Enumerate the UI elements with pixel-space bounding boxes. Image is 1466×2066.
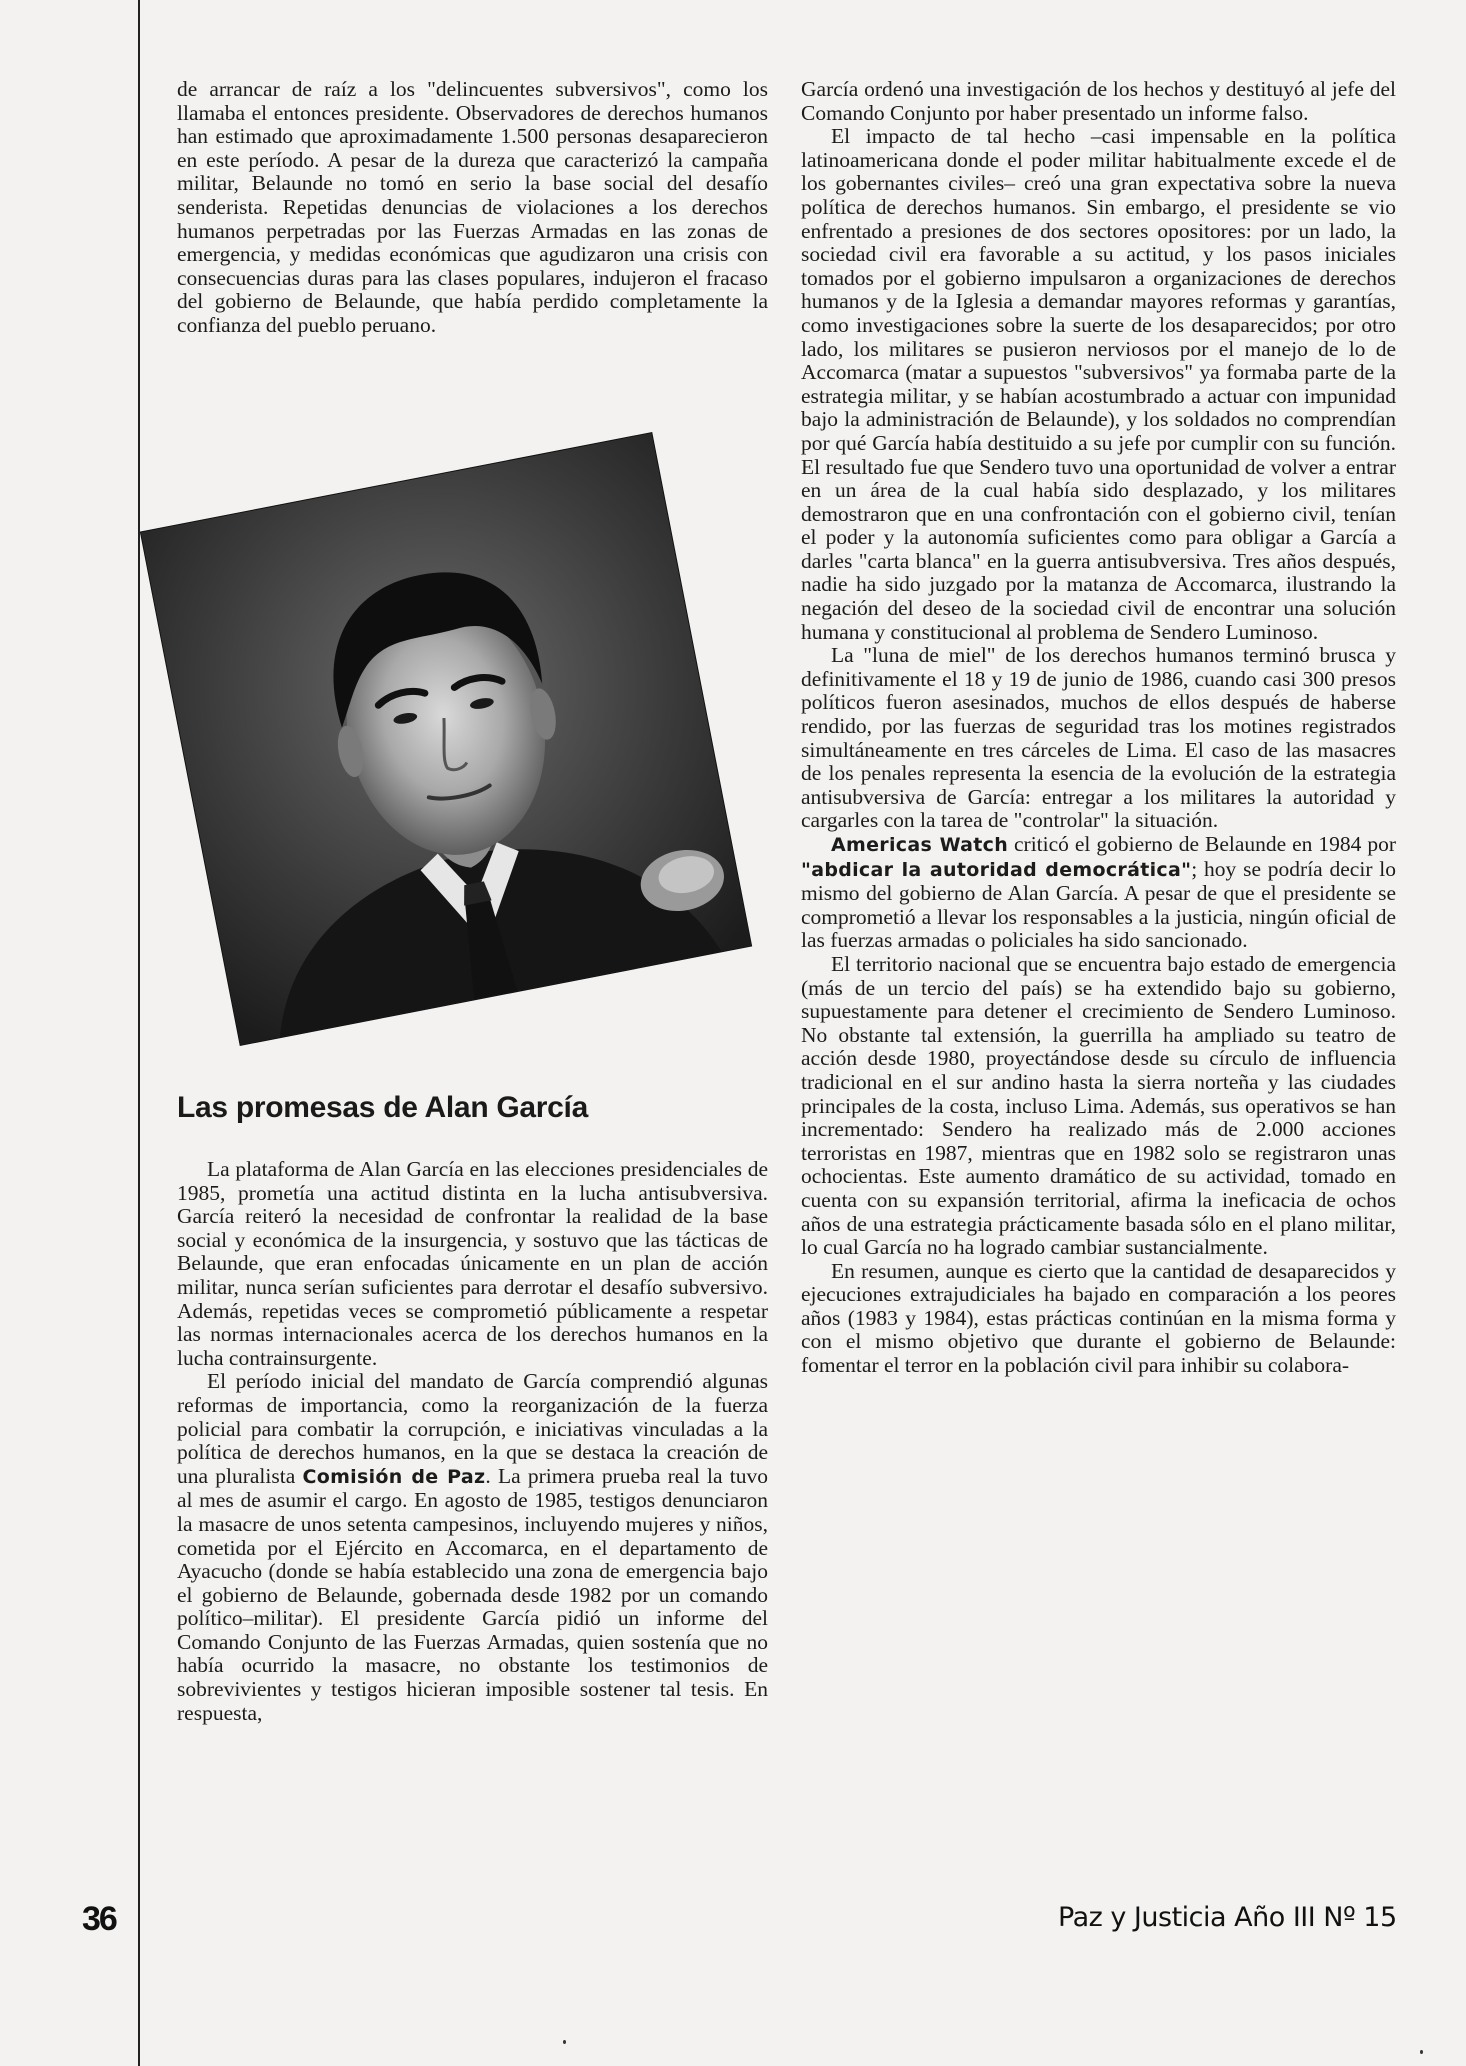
text-run: . La primera prueba real la tuvo al mes de asumir el cargo. En agosto de 1985, testigos denunciaron la masacre de unos setenta campesinos, incluyendo mujeres y niños, cometida por el Ejército en Accomarca, en el departamento de Ayacucho (donde se había establecido una zona de emergencia bajo el gobierno de Belaunde, gobernada desde 1982 por un comando político–militar). El presidente García pidió un informe del Comando Conjunto de las Fuerzas Armadas, quien sostenía que no había ocurrido la masacre, no obstante los testimonios de sobrevivientes y testigos hicieran imposible sostener tal tesis. En respuesta, <box>177 1463 768 1725</box>
emphasis-text: Americas Watch <box>831 834 1009 856</box>
page-margin-rule <box>138 0 140 2066</box>
paragraph: El territorio nacional que se encuentra bajo estado de emergencia (más de un tercio del país) se ha extendido bajo su gobierno, supuestamente para detener el crecimiento de Sendero Luminoso. No obstante tal extensión, la guerrilla ha ampliado su teatro de acción desde 1980, proyectándose desde su círculo de influencia tradicional en el sur andino hasta la sierra norteña y las ciudades principales de la costa, incluso Lima. Además, sus operativos se han incrementado: Sendero ha realizado más de 2.000 acciones terroristas en 1987, mientras que en 1982 solo se registraron unas ochocientas. Este aumento dramático de su actividad, tomado en cuenta con su expansión territorial, afirma la ineficacia de ochos años de una estrategia prácticamente basada sólo en el plano militar, lo cual García no ha logrado cambiar sustancialmente. <box>801 951 1396 1260</box>
paragraph: García ordenó una investigación de los hechos y destituyó al jefe del Comando Conjunto por haber presentado un informe falso. <box>801 77 1396 125</box>
emphasis-text: Comisión de Paz <box>302 1465 486 1488</box>
text-run: ; hoy se podría decir lo mismo del gobierno de Alan García. A pesar de que el presidente se comprometió a llevar los responsables a la justicia, ningún oficial de las fuerzas armadas o policiales ha sido sancionado. <box>801 856 1396 953</box>
paragraph: El impacto de tal hecho –casi impensable en la política latinoamericana donde el poder militar habitualmente excede el de los gobernantes civiles– creó una gran expectativa sobre la nueva política de derechos humanos. Sin embargo, el presidente se vio enfrentado a presiones de dos sectores opositores: por un lado, la sociedad civil era favorable a su actitud, y los pasos iniciales tomados por el gobierno impulsaron a organizaciones de derechos humanos y de la Iglesia a demandar mayores reformas y garantías, como investigaciones sobre la suerte de los desaparecidos; por otro lado, los militares se pusieron nerviosos por el manejo de lo de Accomarca (matar a supuestos "subversivos" ya formaba parte de la estrategia militar, y se habían acostumbrado a actuar con impunidad bajo la administración de Belaunde), y los soldados no comprendían por qué García había destituido a su jefe por cumplir con su función. El resultado fue que Sendero tuvo una oportunidad de volver a entrar en un área de la cual había sido desplazado, y los militares demostraron que en una confrontación con el gobierno civil, tenían el poder y la autonomía suficientes como para obligar a García a darles "carta blanca" en la guerra antisubversiva. Tres años después, nadie ha sido juzgado por la matanza de Accomarca, ilustrando la negación del deseo de la sociedad civil de encontrar una solución humana y constitucional al problema de Sendero Luminoso. <box>801 124 1396 644</box>
right-column <box>801 78 1396 1378</box>
paragraph: En resumen, aunque es cierto que la cantidad de desaparecidos y ejecuciones extrajudiciales ha bajado en comparación a los peores años (1983 y 1984), estas prácticas continúan en la misma forma y con el mismo objetivo que durante el gobierno de Belaunde: fomentar el terror en la población civil para inhibir su colabora- <box>801 1258 1396 1378</box>
paragraph: de arrancar de raíz a los "delincuentes subversivos", como los llamaba el entonces presidente. Observadores de derechos humanos han estimado que aproximadamente 1.500 personas desaparecieron en este período. A pesar de la dureza que caracterizó la campaña militar, Belaunde no tomó en serio la base social del desafío senderista. Repetidas denuncias de violaciones a los derechos humanos perpetradas por las Fuerzas Armadas en las zonas de emergencia, y medidas económicas que agudizaron una crisis con consecuencias duras para las clases populares, indujeron el fracaso del gobierno de Belaunde, que había perdido completamente la confianza del pueblo peruano. <box>177 77 768 337</box>
left-column-body <box>177 1158 768 1725</box>
paragraph <box>801 833 1396 953</box>
emphasis-text: "abdicar la autoridad democrática" <box>801 858 1192 881</box>
paragraph: La "luna de miel" de los derechos humanos terminó brusca y definitivamente el 18 y 19 de junio de 1986, cuando casi 300 presos políticos fueron asesinados, muchos de ellos después de haberse rendido, por las fuerzas de seguridad tras los motines registrados simultáneamente en tres cárceles de Lima. El caso de las masacres de los penales representa la esencia de la evolución de la estrategia antisubversiva de García: entregar a los militares la autoridad y cargarles con la tarea de "controlar" la situación. <box>801 643 1396 833</box>
text-run: El período inicial del mandato de García comprendió algunas reformas de importancia, como la reorganización de la fuerza policial para combatir la corrupción, e iniciativas vinculadas a la política de derechos humanos, en la que se destaca la creación de una pluralista <box>177 1369 768 1488</box>
paragraph: La plataforma de Alan García en las elecciones presidenciales de 1985, prometía una actitud distinta en la lucha antisubversiva. García reiteró la necesidad de confrontar la realidad de la base social y económica de la insurgencia, y sostuvo que las tácticas de Belaunde, que eran enfocadas únicamente en un plan de acción militar, nunca serían suficientes para derrotar el desafío subversivo. Además, repetidas veces se comprometió públicamente a respetar las normas internacionales acerca de los derechos humanos en la lucha contrainsurgente. <box>177 1157 768 1370</box>
text-run: criticó el gobierno de Belaunde en 1984 por <box>1008 832 1397 856</box>
paragraph <box>177 1370 768 1725</box>
page-number: 36 <box>82 1900 116 1938</box>
scan-speck <box>563 2040 566 2044</box>
scan-speck <box>1420 2050 1423 2054</box>
section-heading: Las promesas de Alan García <box>177 1091 588 1124</box>
left-column-top <box>177 78 768 338</box>
portrait-photo <box>141 433 751 1045</box>
running-footer: Paz y Justicia Año III Nº 15 <box>1058 1902 1397 1933</box>
